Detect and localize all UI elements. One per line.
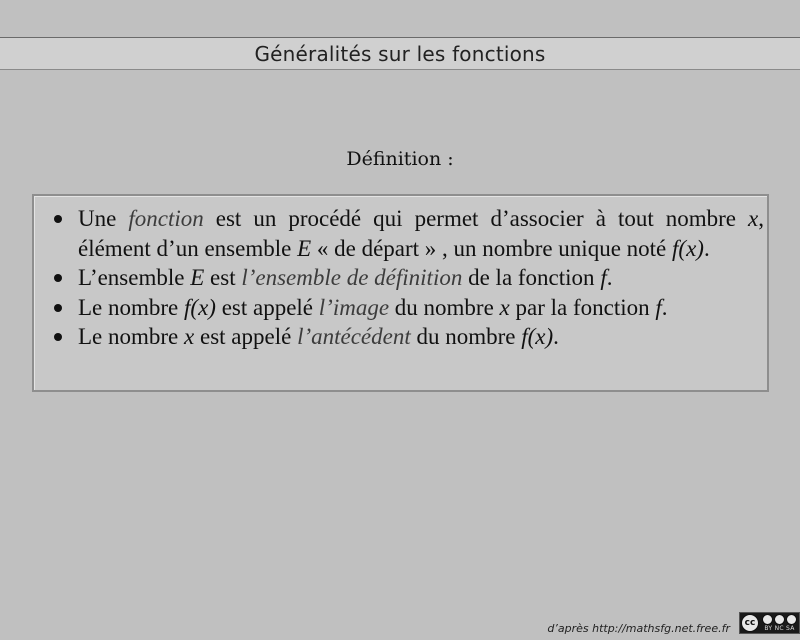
math-fx: f(x) bbox=[184, 294, 216, 320]
text-fragment: est appelé bbox=[194, 324, 298, 349]
term-fonction: fonction bbox=[128, 206, 204, 231]
math-x: x bbox=[499, 294, 510, 320]
definition-item-image bbox=[54, 293, 764, 323]
math-E: E bbox=[190, 265, 205, 290]
text-fragment: du nombre bbox=[410, 324, 522, 349]
text-fragment: . bbox=[553, 324, 559, 349]
text-fragment: . bbox=[606, 265, 613, 290]
text-fragment: par la fonction bbox=[509, 294, 656, 320]
bullet-icon bbox=[54, 304, 62, 312]
definition-item-fonction bbox=[54, 204, 764, 263]
math-x: x bbox=[184, 324, 195, 349]
cc-icon-row bbox=[762, 614, 797, 625]
text-fragment: , élément d’un ensemble bbox=[78, 206, 764, 261]
term-antecedent: l’antécédent bbox=[297, 324, 411, 349]
text-fragment: . bbox=[703, 235, 710, 261]
cc-license-details bbox=[760, 613, 799, 632]
term-ensemble-de-definition: l’ensemble de définition bbox=[241, 265, 463, 290]
definition-item-antecedent bbox=[54, 322, 764, 352]
math-fx: f(x) bbox=[672, 235, 704, 261]
cc-license-badge bbox=[739, 612, 800, 634]
definition-heading: Définition : bbox=[346, 148, 454, 170]
bullet-icon bbox=[54, 274, 62, 282]
by-icon bbox=[762, 614, 773, 625]
text-fragment: est bbox=[204, 265, 242, 290]
bullet-icon bbox=[54, 333, 62, 341]
bullet-icon bbox=[54, 215, 62, 223]
text-fragment: Le nombre bbox=[78, 324, 185, 349]
math-fx: f(x) bbox=[521, 324, 554, 349]
text-fragment: de la fonction bbox=[462, 265, 601, 290]
text-fragment: « de départ » , un nombre unique noté bbox=[311, 235, 673, 261]
math-f: f bbox=[655, 294, 662, 320]
text-fragment: est appelé bbox=[215, 294, 319, 320]
sa-icon bbox=[786, 614, 797, 625]
math-f: f bbox=[600, 265, 607, 290]
definition-item-ensemble bbox=[54, 263, 764, 293]
cc-icon: cc bbox=[741, 614, 759, 632]
nc-icon bbox=[774, 614, 785, 625]
source-credit: d’après http://mathsfg.net.free.fr bbox=[547, 622, 730, 635]
text-fragment: Le nombre bbox=[78, 294, 185, 320]
text-fragment: L’ensemble bbox=[78, 265, 191, 290]
math-E: E bbox=[297, 235, 312, 261]
page-title: Généralités sur les fonctions bbox=[254, 41, 546, 66]
definition-box bbox=[32, 194, 769, 392]
math-x: x bbox=[748, 206, 759, 231]
definition-list bbox=[54, 204, 764, 352]
header-bar bbox=[0, 37, 800, 70]
text-fragment: . bbox=[661, 294, 668, 320]
text-fragment: est un procédé qui permet d’associer à tout nombre bbox=[203, 206, 749, 231]
text-fragment: du nombre bbox=[389, 294, 500, 320]
cc-terms: BY NC SA bbox=[764, 625, 795, 632]
text-fragment: Une bbox=[78, 206, 129, 231]
term-image: l’image bbox=[318, 294, 390, 320]
